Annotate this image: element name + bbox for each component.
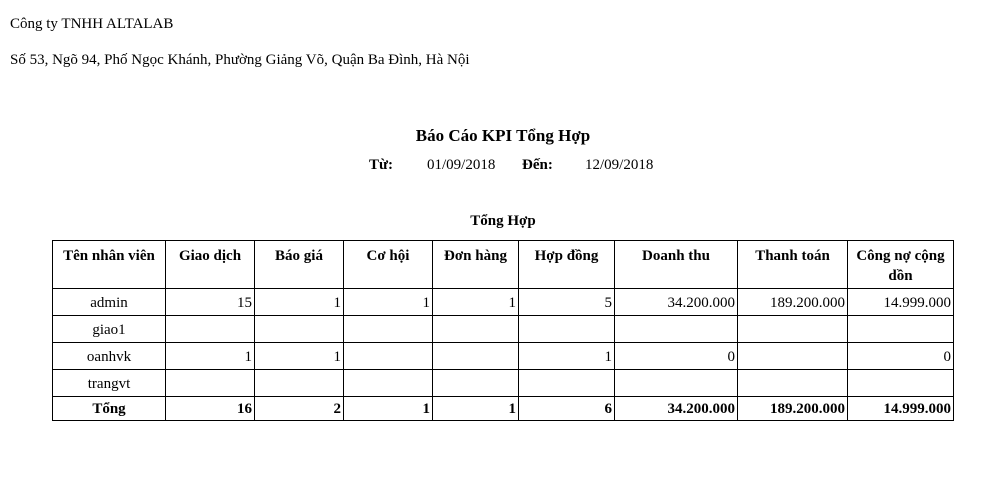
to-date: 12/09/2018: [585, 157, 654, 173]
cell: 1: [344, 289, 433, 316]
cell: giao1: [53, 316, 166, 343]
col-header-opportunities: Cơ hội: [344, 241, 433, 289]
cell: 189.200.000: [738, 289, 848, 316]
cell: [433, 316, 519, 343]
total-cell: 1: [433, 397, 519, 421]
cell: 0: [615, 343, 738, 370]
cell: [615, 316, 738, 343]
cell: 15: [166, 289, 255, 316]
col-header-quotes: Báo giá: [255, 241, 344, 289]
col-header-orders: Đơn hàng: [433, 241, 519, 289]
cell: 5: [519, 289, 615, 316]
cell: [738, 370, 848, 397]
cell: 14.999.000: [848, 289, 954, 316]
cell: [344, 370, 433, 397]
col-header-employee: Tên nhân viên: [53, 241, 166, 289]
col-header-debt: Công nợ cộng dồn: [848, 241, 954, 289]
from-label: Từ:: [369, 157, 394, 173]
company-name: Công ty TNHH ALTALAB: [10, 16, 174, 32]
cell: 1: [519, 343, 615, 370]
cell: [433, 343, 519, 370]
cell: trangvt: [53, 370, 166, 397]
col-header-transactions: Giao dịch: [166, 241, 255, 289]
cell: [433, 370, 519, 397]
cell: [344, 316, 433, 343]
table-row: [53, 370, 954, 397]
cell: 1: [166, 343, 255, 370]
cell: 1: [255, 343, 344, 370]
from-date: 01/09/2018: [427, 157, 496, 173]
cell: [255, 316, 344, 343]
total-cell: 189.200.000: [738, 397, 848, 421]
to-label: Đến:: [522, 157, 553, 173]
table-row: [53, 343, 954, 370]
total-cell: 14.999.000: [848, 397, 954, 421]
kpi-table: [52, 240, 954, 421]
table-row: [53, 316, 954, 343]
cell: [255, 370, 344, 397]
cell: [738, 316, 848, 343]
total-cell: 34.200.000: [615, 397, 738, 421]
company-address: Số 53, Ngõ 94, Phố Ngọc Khánh, Phường Giảng Võ, Quận Ba Đình, Hà Nội: [10, 52, 470, 68]
total-cell: 2: [255, 397, 344, 421]
table-header-row: [53, 241, 954, 289]
cell: [615, 370, 738, 397]
cell: [519, 370, 615, 397]
cell: 1: [255, 289, 344, 316]
cell: 1: [433, 289, 519, 316]
col-header-payment: Thanh toán: [738, 241, 848, 289]
cell: 34.200.000: [615, 289, 738, 316]
col-header-revenue: Doanh thu: [615, 241, 738, 289]
total-cell: 16: [166, 397, 255, 421]
table-total-row: [53, 397, 954, 421]
cell: [738, 343, 848, 370]
total-cell: 1: [344, 397, 433, 421]
cell: [166, 316, 255, 343]
cell: [344, 343, 433, 370]
table-row: [53, 289, 954, 316]
report-title: Báo Cáo KPI Tổng Hợp: [415, 126, 591, 145]
cell: admin: [53, 289, 166, 316]
total-label: Tổng: [53, 397, 166, 421]
total-cell: 6: [519, 397, 615, 421]
cell: [848, 316, 954, 343]
cell: oanhvk: [53, 343, 166, 370]
cell: [519, 316, 615, 343]
col-header-contracts: Hợp đồng: [519, 241, 615, 289]
cell: [848, 370, 954, 397]
table-subtitle: Tổng Hợp: [470, 213, 536, 229]
cell: 0: [848, 343, 954, 370]
cell: [166, 370, 255, 397]
